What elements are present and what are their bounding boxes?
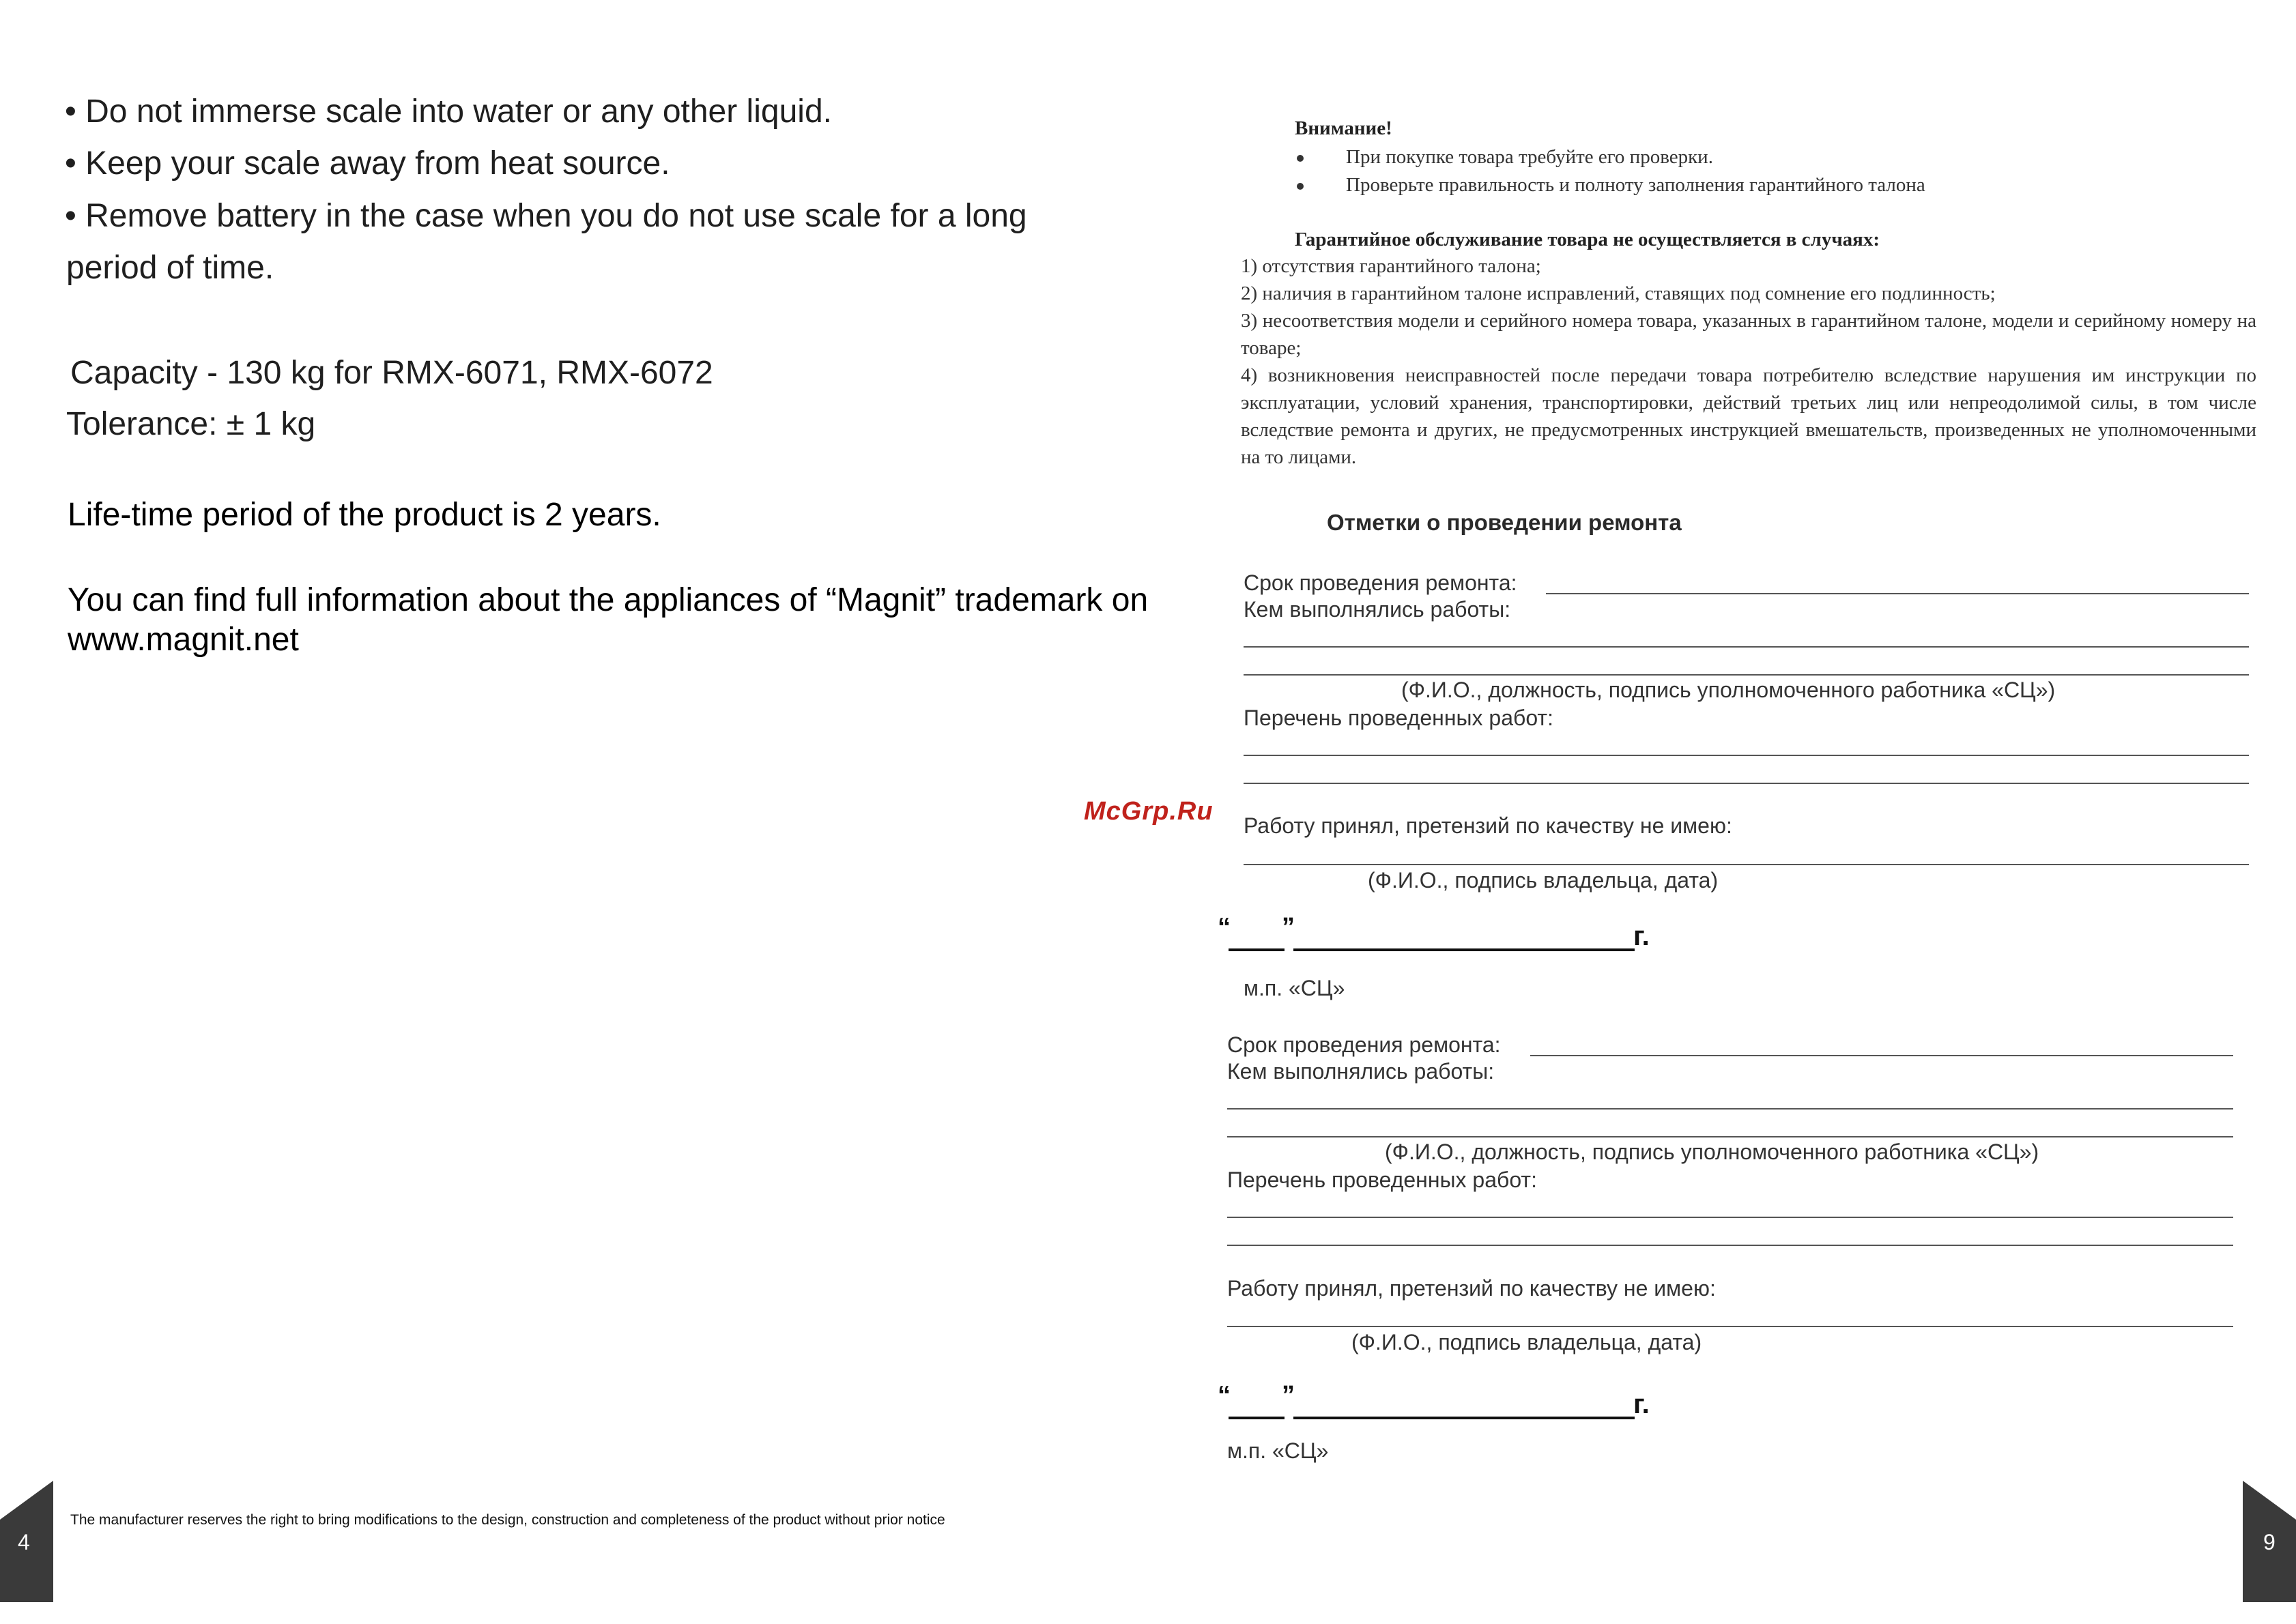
watermark: McGrp.Ru	[1084, 797, 1214, 826]
performed-by-line[interactable]	[1244, 646, 2249, 648]
page-number-right: 9	[2263, 1530, 2276, 1554]
owner-caption: (Ф.И.О., подпись владельца, дата)	[1351, 1330, 1702, 1354]
performed-by-line-2[interactable]	[1244, 674, 2249, 676]
works-list-label: Перечень проведенных работ:	[1227, 1168, 1537, 1192]
performed-by-line[interactable]	[1227, 1108, 2233, 1110]
bullet-dot-icon	[1297, 183, 1304, 190]
owner-signature-line[interactable]	[1227, 1326, 2233, 1327]
warranty-item-1: 1) отсутствия гарантийного талона;	[1241, 255, 1541, 277]
warranty-item-3: 3) несоответствия модели и серийного номера товара, указанных в гарантийном талоне, модели и серийному номеру на товаре;	[1241, 310, 2256, 359]
info-text-url: www.magnit.net	[68, 622, 299, 658]
bullet-remove-battery-cont: period of time.	[66, 250, 274, 286]
footer-disclaimer: The manufacturer reserves the right to bring modifications to the design, construction and completeness of the product without prior notice	[70, 1512, 945, 1528]
owner-caption: (Ф.И.О., подпись владельца, дата)	[1368, 868, 1719, 893]
repair-date-label: Срок проведения ремонта:	[1244, 570, 1517, 595]
attention-heading: Внимание!	[1295, 117, 1392, 139]
warranty-item-2: 2) наличия в гарантийном талоне исправлений, ставящих под сомнение его подлинность;	[1241, 282, 1996, 304]
bullet-heat-source: • Keep your scale away from heat source.	[65, 145, 670, 182]
accepted-label: Работу принял, претензий по качеству не имею:	[1227, 1276, 1716, 1301]
repair-date-line[interactable]	[1546, 593, 2249, 594]
works-list-line-2[interactable]	[1227, 1245, 2233, 1246]
warranty-heading: Гарантийное обслуживание товара не осуществляется в случаях:	[1295, 229, 1880, 250]
close-quote: ”	[1282, 1381, 1295, 1410]
repair-date-line[interactable]	[1530, 1055, 2233, 1056]
owner-signature-line[interactable]	[1244, 864, 2249, 865]
bullet-no-immerse: • Do not immerse scale into water or any other liquid.	[65, 93, 832, 130]
open-quote: “	[1218, 913, 1231, 942]
month-year-line[interactable]	[1293, 948, 1635, 951]
day-line[interactable]	[1229, 1417, 1285, 1419]
day-line[interactable]	[1229, 948, 1285, 951]
stamp-label: м.п. «СЦ»	[1244, 976, 1345, 1000]
worker-caption: (Ф.И.О., должность, подпись уполномоченного работника «СЦ»)	[1385, 1140, 2039, 1164]
stamp-label: м.п. «СЦ»	[1227, 1438, 1329, 1463]
open-quote: “	[1218, 1381, 1231, 1410]
worker-caption: (Ф.И.О., должность, подпись уполномоченного работника «СЦ»)	[1401, 678, 2056, 702]
month-year-line[interactable]	[1293, 1417, 1635, 1419]
attention-item-check: При покупке товара требуйте его проверки.	[1346, 146, 1713, 168]
works-list-line-2[interactable]	[1244, 783, 2249, 784]
capacity-text: Capacity - 130 kg for RMX-6071, RMX-6072	[70, 355, 713, 391]
performed-by-label: Кем выполнялись работы:	[1227, 1059, 1495, 1084]
works-list-label: Перечень проведенных работ:	[1244, 706, 1553, 730]
works-list-line[interactable]	[1244, 755, 2249, 756]
works-list-line[interactable]	[1227, 1217, 2233, 1218]
tolerance-text: Tolerance: ± 1 kg	[66, 406, 316, 442]
performed-by-line-2[interactable]	[1227, 1136, 2233, 1137]
lifetime-text: Life-time period of the product is 2 years.	[68, 497, 661, 533]
repair-heading: Отметки о проведении ремонта	[1327, 510, 1682, 535]
bullet-dot-icon	[1297, 155, 1304, 162]
repair-date-label: Срок проведения ремонта:	[1227, 1032, 1501, 1057]
year-suffix: г.	[1633, 1389, 1650, 1419]
attention-item-coupon: Проверьте правильность и полноту заполнения гарантийного талона	[1346, 174, 1925, 196]
year-suffix: г.	[1633, 921, 1650, 951]
accepted-label: Работу принял, претензий по качеству не имею:	[1244, 813, 1732, 838]
bullet-remove-battery: • Remove battery in the case when you do not use scale for a long	[65, 198, 1027, 234]
close-quote: ”	[1282, 913, 1295, 942]
performed-by-label: Кем выполнялись работы:	[1244, 597, 1511, 622]
page-number-left: 4	[18, 1530, 30, 1554]
warranty-item-4: 4) возникновения неисправностей после передачи товара потребителю вследствие нарушения им инструкции по эксплуатации, условий хранения, транспортировки, действий третьих лиц или непреодолимой силы, в том числе вследствие ремонта и других, не предусмотренных инструкцией вмешательств, произведенных не уполномоченными на то лицами.	[1241, 364, 2256, 468]
info-text-line1: You can find full information about the appliances of “Magnit” trademark on	[68, 582, 1149, 618]
